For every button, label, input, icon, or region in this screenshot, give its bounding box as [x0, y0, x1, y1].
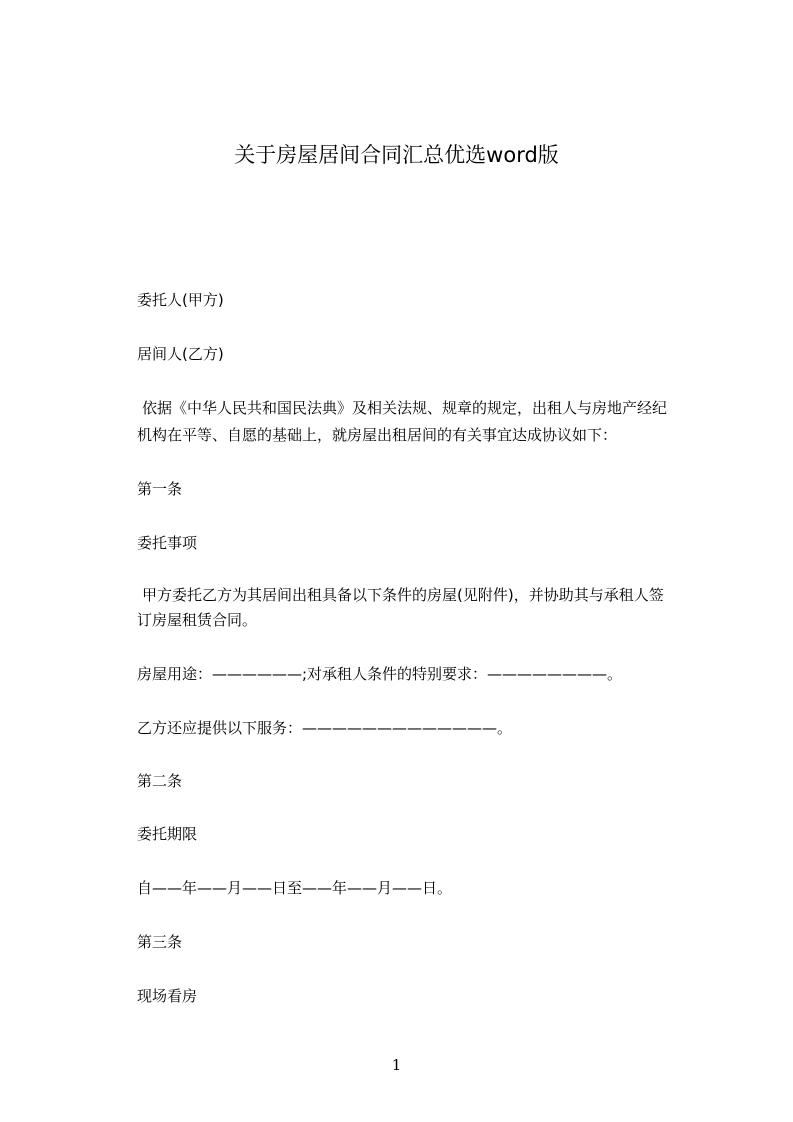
paragraph-house-use: 房屋用途：——————;对承租人条件的特别要求：————————。	[137, 665, 623, 683]
article-1-heading: 第一条	[137, 480, 183, 498]
paragraph-preamble-line1: 依据《中华人民共和国民法典》及相关法规、规章的规定，出租人与房地产经纪	[142, 399, 668, 417]
paragraph-period: 自——年——月——日至——年——月——日。	[137, 879, 453, 897]
article-3-subject: 现场看房	[137, 987, 198, 1005]
article-2-subject: 委托期限	[137, 825, 198, 843]
document-title: 关于房屋居间合同汇总优选word版	[234, 143, 559, 167]
paragraph-entrust-line2: 订房屋租赁合同。	[137, 611, 258, 629]
paragraph-services: 乙方还应提供以下服务：—————————————。	[137, 719, 513, 737]
page-number: 1	[391, 1056, 402, 1074]
paragraph-principal: 委托人(甲方)	[137, 291, 224, 309]
paragraph-preamble-line2: 机构在平等、自愿的基础上，就房屋出租居间的有关事宜达成协议如下：	[137, 426, 618, 444]
paragraph-entrust-line1: 甲方委托乙方为其居间出租具备以下条件的房屋(见附件)，并协助其与承租人签	[142, 586, 664, 604]
paragraph-intermediary: 居间人(乙方)	[137, 345, 224, 363]
article-3-heading: 第三条	[137, 933, 183, 951]
article-1-subject: 委托事项	[137, 534, 198, 552]
article-2-heading: 第二条	[137, 772, 183, 790]
